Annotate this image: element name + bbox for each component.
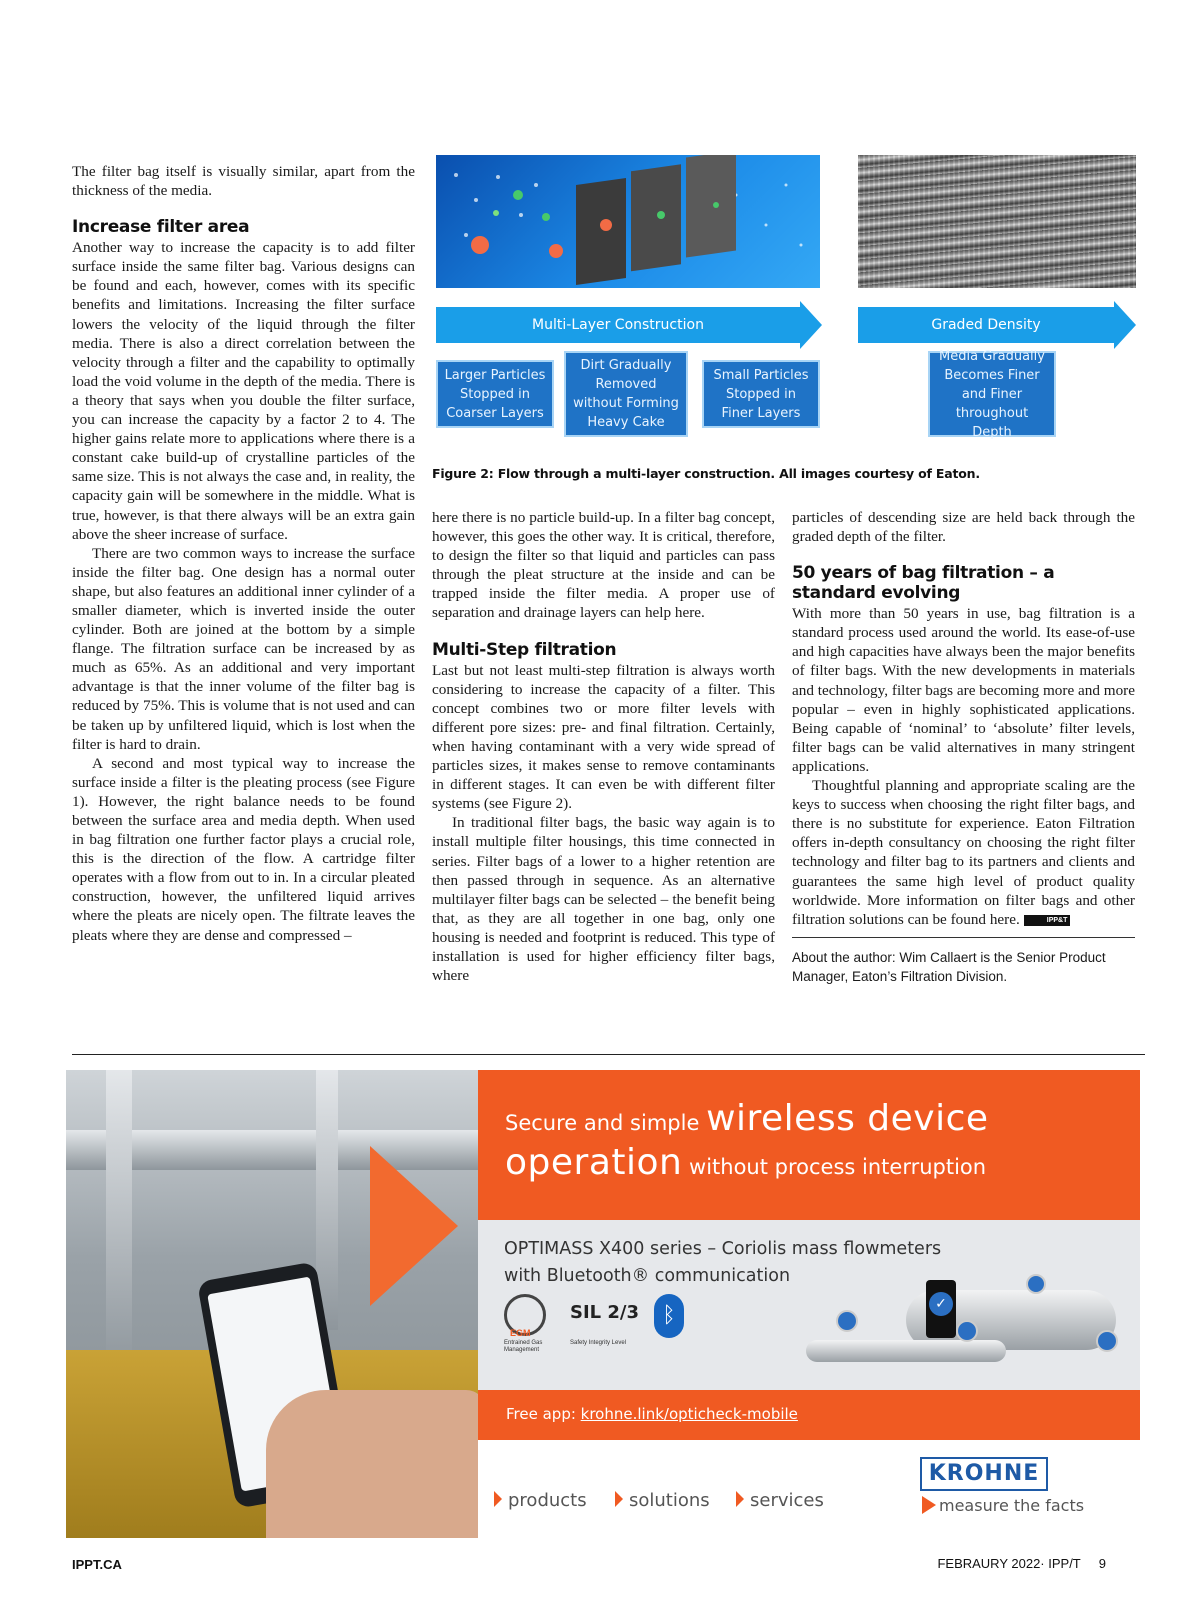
egm-label: EGM (510, 1328, 531, 1338)
paragraph: here there is no particle build-up. In a filter bag concept, however, this goes the other way. It is critical, therefore, to design the filter so that liquid and particles can pass through the pleat structure at the inside and can be trapped inside the filter media. A proper use of separation and drainage layers can help here. (432, 509, 775, 622)
figure-multi-layer (436, 155, 1136, 440)
footer-issue-text: FEBRAURY 2022· IPP/T (937, 1556, 1081, 1571)
egm-sublabel: Entrained Gas Management (504, 1340, 543, 1353)
particles-illustration (436, 155, 820, 288)
paragraph: Another way to increase the capacity is to add filter surface inside the same filter bag. Various designs can be found and each, however, comes with its specific benefits and limitations. Increasing the filter surface lowers the velocity of the liquid through the filter media. There is also a direct correlation between the velocity through a filter and the capability to optimally load the void volume in the depth of the media. There is a theory that says when you double the filter surface, you can increase the capacity by a factor 2 to 4. The higher gains relate more to applications where there is a constant cake build-up of crystalline particles of the same size. This is not always the case and, in reality, the capacity gain will be somewhere in the middle. What is true, however, is that there always will be an extra gain above the sheer increase of surface. (72, 239, 415, 543)
krohne-advertisement[interactable] (66, 1070, 1140, 1538)
headline-big-text: operation (505, 1142, 683, 1183)
multi-layer-illustration (436, 155, 820, 288)
free-app-link[interactable] (506, 1405, 798, 1423)
ad-headline-line-1 (505, 1098, 989, 1139)
paragraph: There are two common ways to increase the surface inside the filter bag. One design has a normal outer shape, but also features an additional inner cylinder of a smaller diameter, which is inverted inside the outer cylinder. Both are joined at the bottom by a simple flange. The filtration surface can be increased by as much as 65%. As an additional and very important advantage is that the inner volume of the filter bag is reduced by 75%. This is volume that is not used and can be taken up by unfiltered liquid, which is lost when the filter is hard to drain. (72, 544, 415, 753)
paragraph: Last but not least multi-step filtration is always worth considering to increase the capacity of a filter. This concept combines two or more filter levels with different pore sizes: pre- and final filtration. Certainly, when having contaminant with a very wide spread of particles sizes, it makes sense to remove contaminants in different stages. It can even be with different filter systems (see Figure 2). (432, 661, 775, 813)
paragraph: In traditional filter bags, the basic way again is to install multiple filter housings, this time connected in series. Filter bags of a lower to a higher retention are then passed through in sequence. As an alternative multilayer filter bags can be selected – the benefit being that, as they are all together in one bag, only one housing is needed and footprint is reduced. This type of installation is used for higher efficiency filter bags, where (432, 814, 775, 985)
arrow-graded-density: Graded Density (858, 307, 1114, 343)
page-number: 9 (1098, 1556, 1106, 1571)
sil-label: SIL 2/3 (570, 1302, 640, 1323)
headline-small-text: Secure and simple (505, 1111, 707, 1135)
article-column-1 (72, 162, 415, 945)
ad-nav-solutions[interactable]: solutions (615, 1490, 710, 1511)
paragraph: With more than 50 years in use, bag filtration is a standard process used around the world. Its ease-of-use and high capacities have always been the major benefits of filter bags. With the new developments in materials and technology, filter bags are becoming more and more popular – even in highly sophisticated applications. Being capable of ‘nominal’ to ‘absolute’ filter levels, filter bags can be valid alternatives in many stringent applications. (792, 605, 1135, 775)
paragraph (792, 776, 1135, 929)
tablet-check-icon (926, 1280, 956, 1338)
sil-sublabel: Safety Integrity Level (570, 1340, 627, 1346)
arrow-multi-layer-construction: Multi-Layer Construction (436, 307, 800, 343)
flowmeter-head (1096, 1330, 1118, 1352)
ad-nav-services[interactable]: services (736, 1490, 824, 1511)
flowmeter-body (806, 1340, 1006, 1362)
ad-nav-products[interactable]: products (494, 1490, 587, 1511)
paragraph-text: Thoughtful planning and appropriate scaling are the keys to success when choosing the right filter bags, and there is no substitute for experience. Eaton Filtration offers in-depth consultancy on choosing the right filter technology and filter bag to its partners and clients and guarantees the same high level of product quality worldwide. More information on filter bags and other filtration solutions can be found here. (792, 777, 1135, 928)
krohne-tagline: measure the facts (922, 1496, 1084, 1515)
footer-issue (937, 1556, 1106, 1571)
label-box-dirt-gradually: Dirt Gradually Removed without Forming Heavy Cake (564, 351, 688, 437)
section-heading-multi-step: Multi-Step filtration (432, 639, 617, 660)
bluetooth-icon: ᛒ (654, 1294, 684, 1338)
article-column-2 (432, 508, 775, 985)
flowmeter-head (836, 1310, 858, 1332)
label-box-larger-particles: Larger Particles Stopped in Coarser Layers (436, 360, 554, 428)
free-app-url[interactable]: krohne.link/opticheck-mobile (580, 1405, 798, 1423)
horizontal-rule (72, 1054, 1145, 1055)
section-heading-increase-filter-area: Increase filter area (72, 217, 250, 238)
figure-caption: Figure 2: Flow through a multi-layer construction. All images courtesy of Eaton. (432, 466, 980, 481)
paragraph: A second and most typical way to increase the surface inside a filter is the pleating process (see Figure 1). However, the right balance needs to be found between the surface area and media depth. When used in bag filtration one further factor plays a crucial role, this is the direction of the flow. A cartridge filter operates with a flow from out to in. In a circular pleated construction, however, the unfiltered liquid arrives where the pleats are nicely open. The filtrate leaves the pleats where they are dense and compressed – (72, 754, 415, 944)
hand-shape (266, 1390, 478, 1538)
headline-big-text: wireless device (706, 1098, 989, 1139)
footer-site: IPPT.CA (72, 1557, 122, 1572)
flowmeter-head (1026, 1274, 1046, 1294)
graded-density-photo (858, 155, 1136, 288)
paragraph: particles of descending size are held back through the graded depth of the filter. (792, 509, 1135, 546)
krohne-logo[interactable]: KROHNE (920, 1457, 1048, 1491)
headline-small-text: without process interruption (682, 1155, 987, 1179)
free-app-label: Free app: (506, 1405, 581, 1423)
section-heading-50-years: 50 years of bag filtration – a standard evolving (792, 563, 1055, 604)
end-mark-logo: IPP&T (1024, 915, 1071, 926)
label-box-media-gradually: Media Gradually Becomes Finer and Finer throughout Depth (928, 351, 1056, 437)
ad-headline-line-2 (505, 1142, 986, 1183)
pipe-shape (106, 1070, 132, 1370)
flowmeter-head (956, 1320, 978, 1342)
flowmeter-products-image (766, 1270, 1126, 1380)
label-box-small-particles: Small Particles Stopped in Finer Layers (702, 360, 820, 428)
author-note: About the author: Wim Callaert is the Senior Product Manager, Eaton’s Filtration Division. (792, 937, 1135, 986)
product-line-1: OPTIMASS X400 series – Coriolis mass flowmeters (504, 1239, 942, 1259)
play-triangle-icon (370, 1146, 458, 1306)
paragraph: The filter bag itself is visually similar, apart from the thickness of the media. (72, 163, 415, 200)
product-line-2: with Bluetooth® communication (504, 1266, 791, 1286)
article-column-3 (792, 508, 1135, 986)
certification-logos (504, 1294, 704, 1364)
